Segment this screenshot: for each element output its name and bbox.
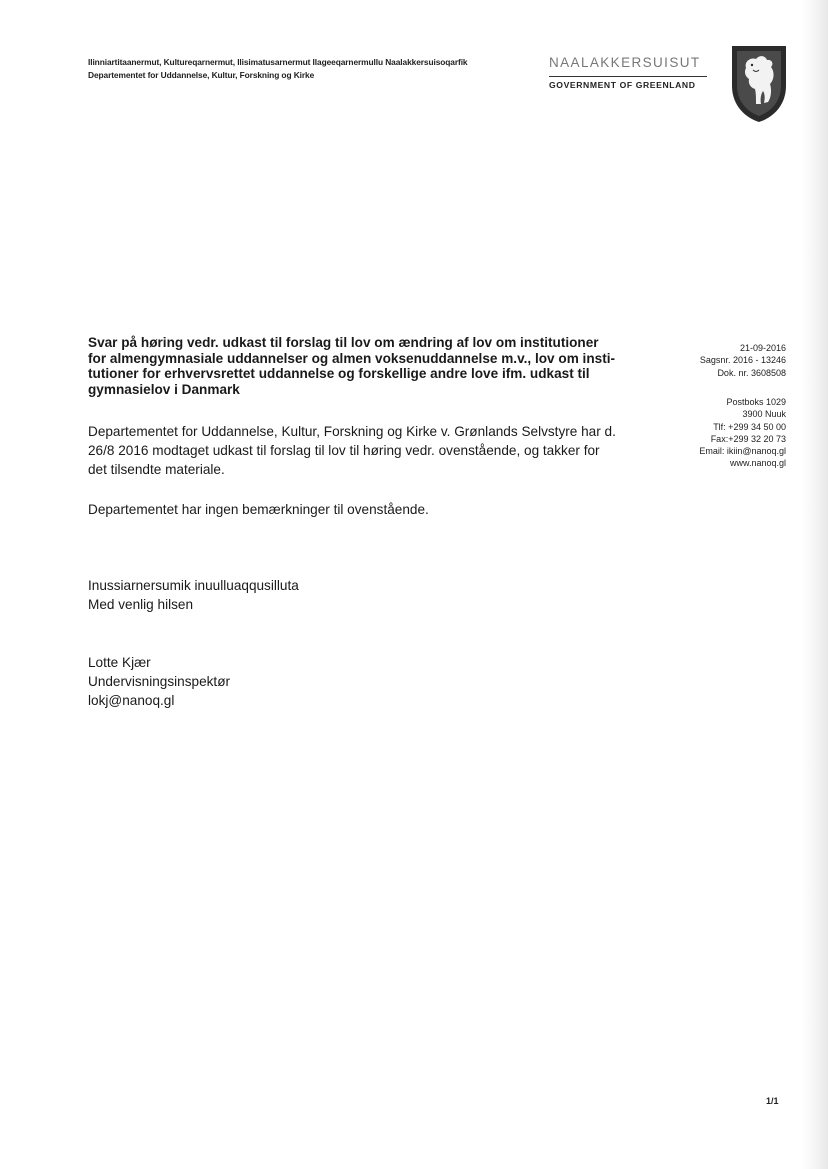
document-number: Dok. nr. 3608508 xyxy=(717,367,786,378)
signer-name: Lotte Kjær xyxy=(88,655,151,670)
scan-edge-shadow xyxy=(802,0,828,1169)
coat-of-arms-icon xyxy=(728,42,790,124)
body-line: det tilsendte materiale. xyxy=(88,462,225,477)
brand-subtitle: GOVERNMENT OF GREENLAND xyxy=(549,80,696,90)
body-paragraph-2 xyxy=(88,500,429,519)
letterhead-department-danish: Departementet for Uddannelse, Kultur, Forskning og Kirke xyxy=(88,70,315,80)
postbox: Postboks 1029 xyxy=(726,397,786,407)
greeting-greenlandic: Inussiarnersumik inuulluaqqusilluta xyxy=(88,578,299,593)
body-line: Departementet har ingen bemærkninger til ovenstående. xyxy=(88,502,429,517)
letterhead-department-greenlandic: Ilinniartitaanermut, Kultureqarnermut, Ilisimatusarnermut Ilageeqarnermullu Naalakkersuisoqarfik xyxy=(88,57,468,67)
document-reference-block xyxy=(700,342,786,379)
case-number: Sagsnr. 2016 - 13246 xyxy=(699,355,786,366)
fax: Fax:+299 32 20 73 xyxy=(710,433,786,444)
subject-line: tutioner for erhvervsrettet uddannelse og forskellige andre love ifm. udkast til xyxy=(88,366,590,381)
signer-title: Undervisningsinspektør xyxy=(88,674,231,689)
page-number: 1/1 xyxy=(766,1096,779,1106)
contact-email: Email: ikiin@nanoq.gl xyxy=(699,446,786,457)
body-line: Departementet for Uddannelse, Kultur, Forskning og Kirke v. Grønlands Selvstyre har d. xyxy=(88,424,616,439)
subject-line: Svar på høring vedr. udkast til forslag til lov om ændring af lov om institutioner xyxy=(88,335,599,350)
signature-block xyxy=(88,653,230,710)
phone: Tlf: +299 34 50 00 xyxy=(713,421,786,432)
letter-subject xyxy=(88,335,648,397)
subject-line: gymnasielov i Danmark xyxy=(88,381,240,397)
greeting-danish: Med venlig hilsen xyxy=(88,597,194,612)
brand-divider xyxy=(549,76,707,77)
body-line: 26/8 2016 modtaget udkast til forslag til lov til høring vedr. ovenstående, og takker for xyxy=(88,443,600,458)
city: 3900 Nuuk xyxy=(742,409,786,420)
letter-date: 21-09-2016 xyxy=(739,343,786,353)
website: www.nanoq.gl xyxy=(729,458,786,469)
brand-name: NAALAKKERSUISUT xyxy=(549,55,701,70)
signer-email: lokj@nanoq.gl xyxy=(88,693,175,708)
closing-greeting xyxy=(88,576,299,614)
subject-line: for almengymnasiale uddannelser og almen voksenuddannelse m.v., lov om insti- xyxy=(88,350,616,366)
contact-block xyxy=(699,396,786,470)
body-paragraph-1 xyxy=(88,422,633,479)
